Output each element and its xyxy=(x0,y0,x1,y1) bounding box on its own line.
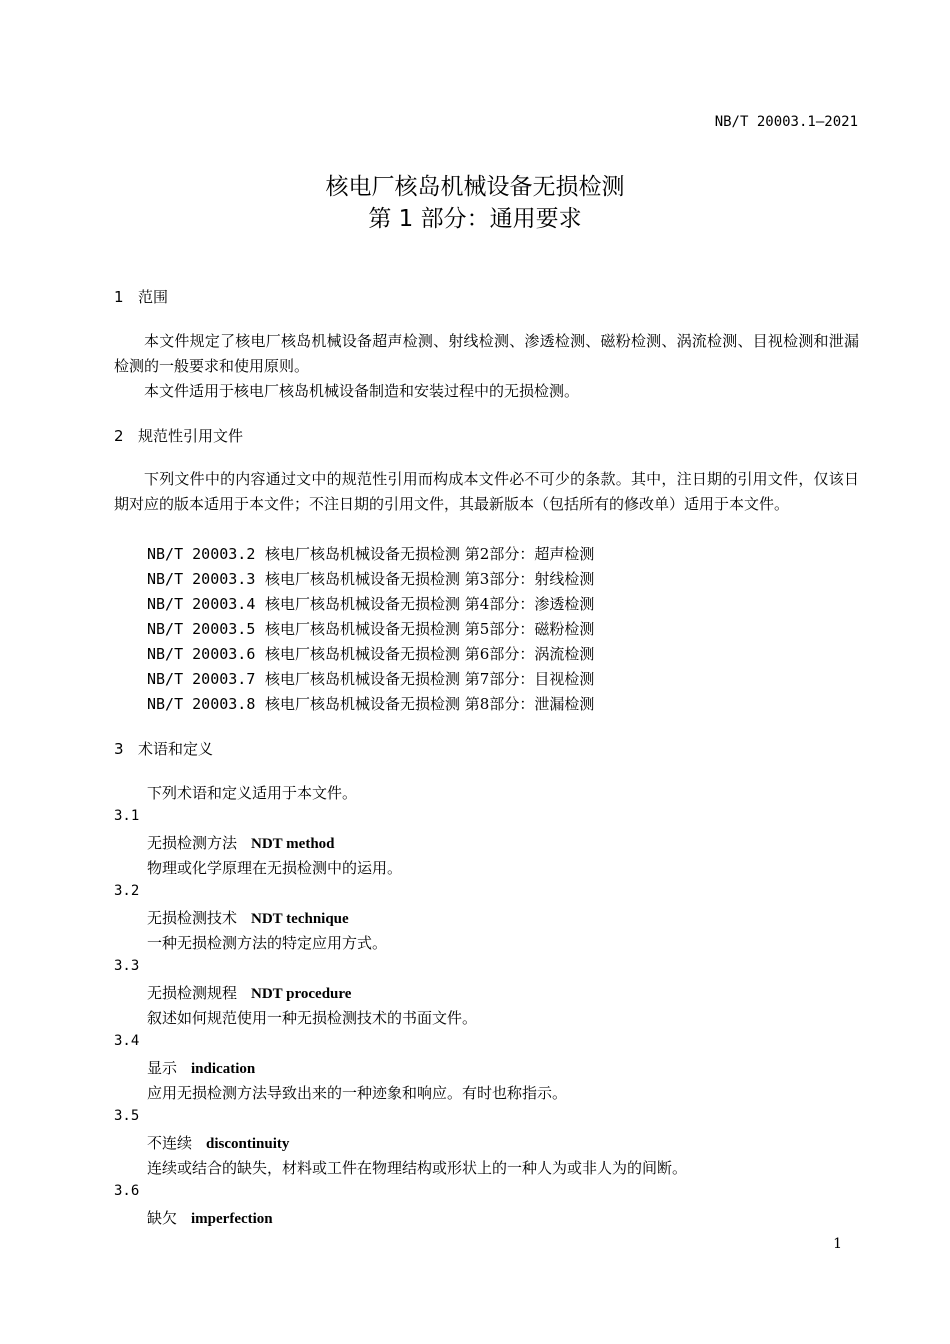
reference-item xyxy=(147,643,594,664)
term-definition: 叙述如何规范使用一种无损检测技术的书面文件。 xyxy=(147,1009,478,1027)
section-number: 3 xyxy=(114,740,124,758)
reference-item xyxy=(147,593,594,614)
term-zh: 无损检测规程 xyxy=(147,984,238,1002)
term-en: NDT technique xyxy=(251,911,349,927)
term-en: indication xyxy=(191,1061,256,1077)
term-en: discontinuity xyxy=(206,1136,290,1152)
term-zh: 无损检测技术 xyxy=(147,909,238,927)
section-number: 2 xyxy=(114,427,124,445)
reference-item xyxy=(147,618,594,639)
standard-code: NB/T 20003.1—2021 xyxy=(714,114,858,130)
reference-item xyxy=(147,668,594,689)
term-definition: 一种无损检测方法的特定应用方式。 xyxy=(147,934,388,952)
document-subtitle: 第 1 部分：通用要求 xyxy=(368,206,582,232)
term-zh: 显示 xyxy=(147,1059,178,1077)
term-en: imperfection xyxy=(191,1211,273,1227)
section-3-intro: 下列术语和定义适用于本文件。 xyxy=(147,784,358,802)
reference-title: 核电厂核岛机械设备无损检测 第6部分：涡流检测 xyxy=(265,645,595,663)
term-name xyxy=(147,1057,255,1078)
term-number: 3.3 xyxy=(114,958,140,974)
page-number: 1 xyxy=(833,1236,842,1252)
paragraph: 本文件规定了核电厂核岛机械设备超声检测、射线检测、渗透检测、磁粉检测、涡流检测、目视检测和泄漏检测的一般要求和使用原则。 xyxy=(114,332,859,375)
reference-code: NB/T 20003.4 xyxy=(147,595,256,613)
term-en: NDT procedure xyxy=(251,986,352,1002)
term-number: 3.2 xyxy=(114,883,140,899)
term-number: 3.1 xyxy=(114,808,140,824)
section-number: 1 xyxy=(114,288,124,306)
term-name xyxy=(147,832,335,853)
reference-item xyxy=(147,693,594,714)
reference-item xyxy=(147,543,594,564)
section-3-heading xyxy=(114,738,213,759)
paragraph: 下列文件中的内容通过文中的规范性引用而构成本文件必不可少的条款。其中，注日期的引用文件，仅该日期对应的版本适用于本文件；不注日期的引用文件，其最新版本（包括所有的修改单）适用于本文件。 xyxy=(114,470,859,513)
reference-title: 核电厂核岛机械设备无损检测 第7部分：目视检测 xyxy=(265,670,595,688)
term-definition: 应用无损检测方法导致出来的一种迹象和响应。有时也称指示。 xyxy=(147,1084,568,1102)
reference-code: NB/T 20003.2 xyxy=(147,545,256,563)
section-title: 范围 xyxy=(138,288,169,306)
section-2-heading xyxy=(114,425,243,446)
term-en: NDT method xyxy=(251,836,335,852)
term-zh: 无损检测方法 xyxy=(147,834,238,852)
section-1-body xyxy=(114,329,859,404)
reference-code: NB/T 20003.3 xyxy=(147,570,256,588)
reference-title: 核电厂核岛机械设备无损检测 第3部分：射线检测 xyxy=(265,570,595,588)
reference-title: 核电厂核岛机械设备无损检测 第8部分：泄漏检测 xyxy=(265,695,595,713)
term-number: 3.5 xyxy=(114,1108,140,1124)
section-1-heading xyxy=(114,286,168,307)
term-name xyxy=(147,1132,289,1153)
paragraph: 本文件适用于核电厂核岛机械设备制造和安装过程中的无损检测。 xyxy=(144,382,580,400)
term-zh: 不连续 xyxy=(147,1134,193,1152)
reference-code: NB/T 20003.6 xyxy=(147,645,256,663)
term-name xyxy=(147,982,351,1003)
document-title: 核电厂核岛机械设备无损检测 xyxy=(325,174,625,200)
section-title: 术语和定义 xyxy=(138,740,214,758)
section-title: 规范性引用文件 xyxy=(138,427,244,445)
reference-item xyxy=(147,568,594,589)
section-2-body xyxy=(114,467,859,517)
term-name xyxy=(147,1207,273,1228)
term-number: 3.4 xyxy=(114,1033,140,1049)
reference-code: NB/T 20003.8 xyxy=(147,695,256,713)
reference-code: NB/T 20003.5 xyxy=(147,620,256,638)
term-definition: 物理或化学原理在无损检测中的运用。 xyxy=(147,859,403,877)
reference-title: 核电厂核岛机械设备无损检测 第2部分：超声检测 xyxy=(265,545,595,563)
reference-title: 核电厂核岛机械设备无损检测 第4部分：渗透检测 xyxy=(265,595,595,613)
reference-code: NB/T 20003.7 xyxy=(147,670,256,688)
reference-title: 核电厂核岛机械设备无损检测 第5部分：磁粉检测 xyxy=(265,620,595,638)
term-definition: 连续或结合的缺失，材料或工件在物理结构或形状上的一种人为或非人为的间断。 xyxy=(147,1159,688,1177)
term-number: 3.6 xyxy=(114,1183,140,1199)
term-zh: 缺欠 xyxy=(147,1209,178,1227)
term-name xyxy=(147,907,349,928)
